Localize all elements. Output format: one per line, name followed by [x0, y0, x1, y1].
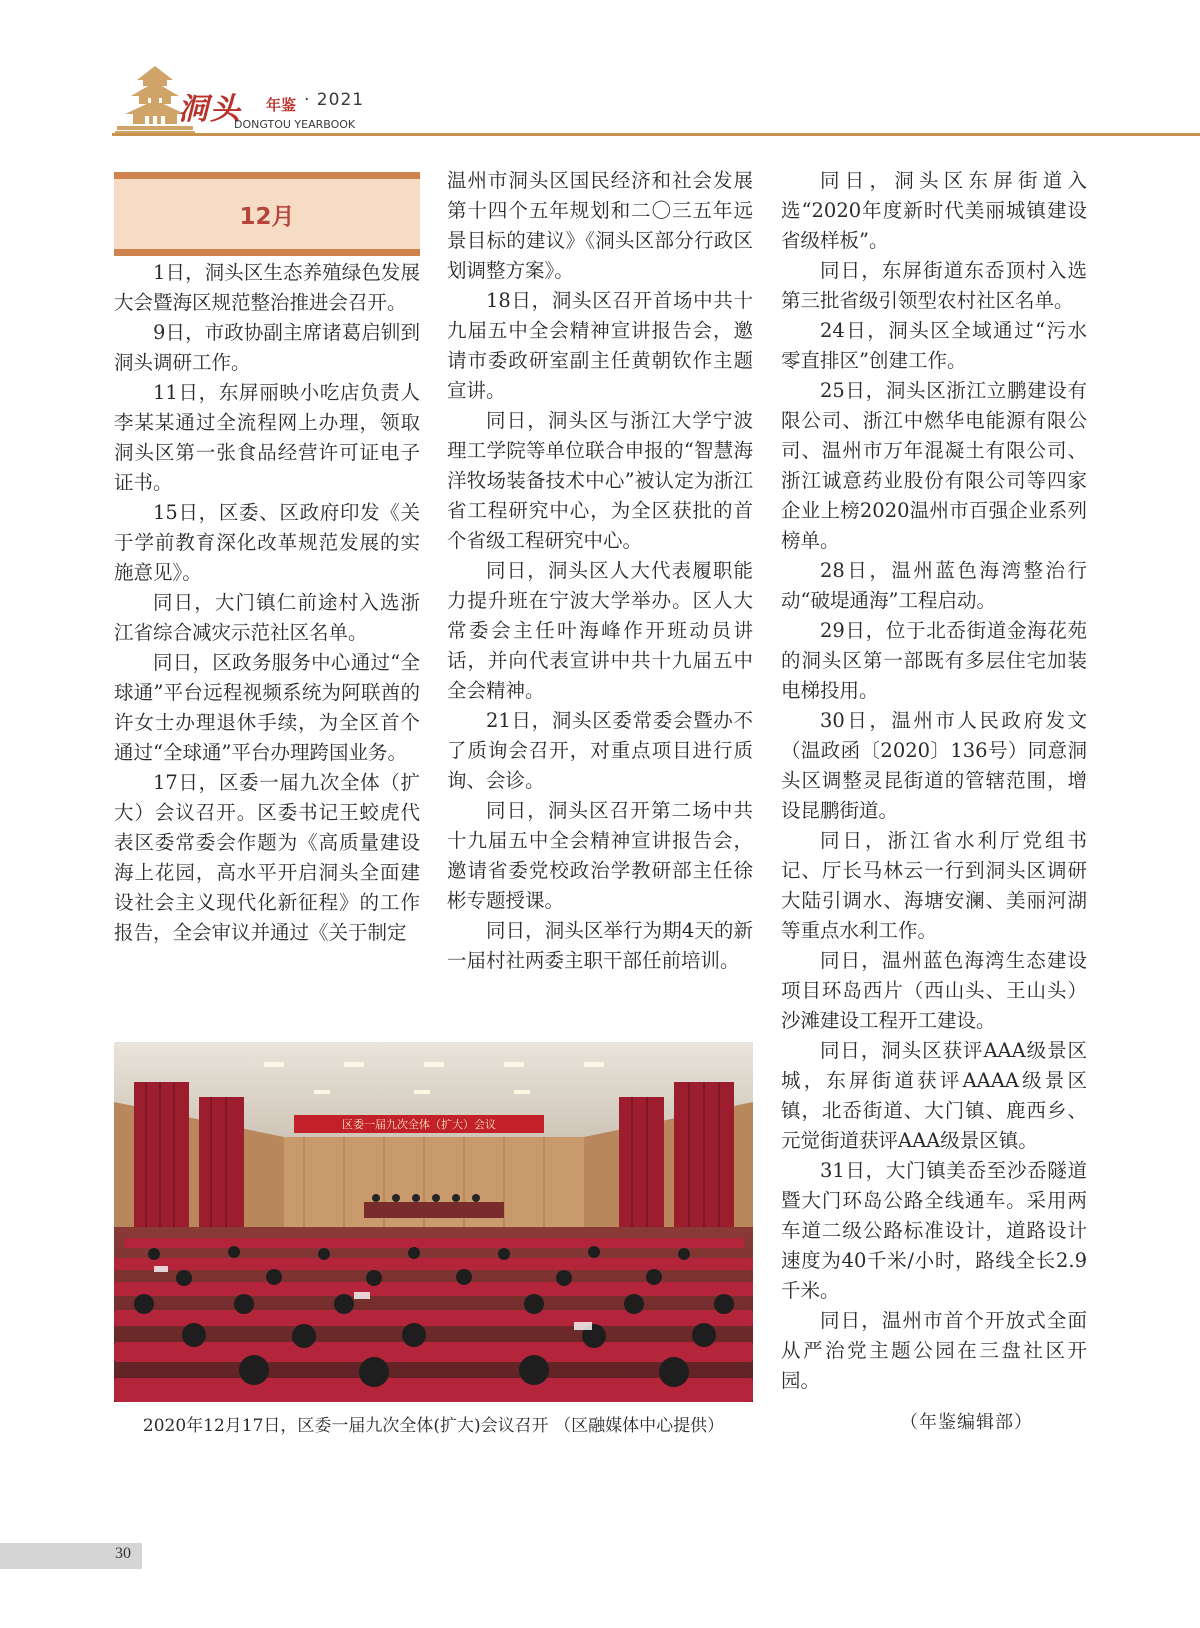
entry-paragraph: 同日，洞头区与浙江大学宁波理工学院等单位联合申报的“智慧海洋牧场装备技术中心”被认定为浙江省工程研究中心，为全区获批的首个省级工程研究中心。 — [447, 409, 753, 552]
entry-paragraph: 同日，洞头区召开第二场中共十九届五中全会精神宣讲报告会，邀请省委党校政治学教研部主任徐彬专题授课。 — [447, 799, 753, 912]
entry-paragraph: 同日，温州市首个开放式全面从严治党主题公园在三盘社区开园。 — [781, 1309, 1087, 1392]
brand-name: 洞头 — [178, 92, 242, 127]
month-heading-box — [114, 172, 420, 256]
entry-paragraph: 18日，洞头区召开首场中共十九届五中全会精神宣讲报告会，邀请市委政研室副主任黄朝钦作主题宣讲。 — [447, 289, 753, 402]
month-title: 12月 — [239, 203, 295, 230]
page-number: 30 — [115, 1545, 131, 1562]
entry-paragraph: 15日，区委、区政府印发《关于学前教育深化改革规范发展的实施意见》。 — [114, 501, 420, 584]
entry-paragraph: 25日，洞头区浙江立鹏建设有限公司、浙江中燃华电能源有限公司、温州市万年混凝土有限公司、浙江诚意药业股份有限公司等四家企业上榜2020温州市百强企业系列榜单。 — [781, 379, 1087, 552]
brand-subtitle: 年鉴 — [266, 96, 297, 114]
entry-paragraph: 1日，洞头区生态养殖绿色发展大会暨海区规范整治推进会召开。 — [114, 261, 420, 314]
entry-paragraph: 29日，位于北岙街道金海花苑的洞头区第一部既有多层住宅加装电梯投用。 — [781, 619, 1087, 702]
entry-paragraph: 同日，浙江省水利厅党组书记、厅长马林云一行到洞头区调研大陆引调水、海塘安澜、美丽河湖等重点水利工作。 — [781, 829, 1087, 942]
meeting-photo — [114, 1042, 753, 1402]
entry-paragraph: 同日，洞头区举行为期4天的新一届村社两委主职干部任前培训。 — [447, 919, 753, 972]
text-column-3 — [781, 166, 1087, 1396]
entry-paragraph: 同日，洞头区获评AAA级景区城，东屏街道获评AAAA级景区镇，北岙街道、大门镇、鹿西乡、元觉街道获评AAA级景区镇。 — [781, 1039, 1087, 1152]
entry-paragraph: 24日，洞头区全域通过“污水零直排区”创建工作。 — [781, 319, 1087, 372]
entry-paragraph: 28日，温州蓝色海湾整治行动“破堤通海”工程启动。 — [781, 559, 1087, 612]
page-header — [0, 0, 1200, 140]
entry-paragraph: 30日，温州市人民政府发文（温政函〔2020〕136号）同意洞头区调整灵昆街道的管辖范围，增设昆鹏街道。 — [781, 709, 1087, 822]
brand-year: · 2021 — [304, 90, 365, 110]
entry-paragraph: 同日，大门镇仁前途村入选浙江省综合减灾示范社区名单。 — [114, 591, 420, 644]
entry-paragraph: 同日，东屏街道东岙顶村入选第三批省级引领型农村社区名单。 — [781, 259, 1087, 312]
entry-paragraph: 同日，洞头区人大代表履职能力提升班在宁波大学举办。区人大常委会主任叶海峰作开班动员讲话，并向代表宣讲中共十九届五中全会精神。 — [447, 559, 753, 702]
text-column-2 — [447, 166, 753, 976]
banner-text: 区委一届九次全体（扩大）会议 — [342, 1118, 496, 1131]
entry-paragraph: 11日，东屏丽映小吃店负责人李某某通过全流程网上办理，领取洞头区第一张食品经营许可证电子证书。 — [114, 381, 420, 494]
brand-english: DONGTOU YEARBOOK — [234, 118, 356, 131]
entry-paragraph-continued: 温州市洞头区国民经济和社会发展第十四个五年规划和二〇三五年远景目标的建议》《洞头区部分行政区划调整方案》。 — [447, 169, 753, 282]
entry-paragraph: 31日，大门镇美岙至沙岙隧道暨大门环岛公路全线通车。采用两车道二级公路标准设计，道路设计速度为40千米/小时，路线全长2.9千米。 — [781, 1159, 1087, 1302]
editor-signature: （年鉴编辑部） — [900, 1412, 1033, 1433]
entry-paragraph: 同日，洞头区东屏街道入选“2020年度新时代美丽城镇建设省级样板”。 — [781, 169, 1087, 252]
entry-paragraph: 同日，温州蓝色海湾生态建设项目环岛西片（西山头、王山头）沙滩建设工程开工建设。 — [781, 949, 1087, 1032]
photo-caption: 2020年12月17日，区委一届九次全体(扩大)会议召开 （区融媒体中心提供） — [142, 1416, 725, 1436]
meeting-hall-illustration — [114, 1042, 753, 1402]
entry-paragraph: 9日，市政协副主席诸葛启钏到洞头调研工作。 — [114, 321, 420, 374]
entry-paragraph: 17日，区委一届九次全体（扩大）会议召开。区委书记王蛟虎代表区委常委会作题为《高质量建设海上花园，高水平开启洞头全面建设社会主义现代化新征程》的工作报告，全会审议并通过《关于制定 — [114, 771, 420, 944]
header-divider — [112, 133, 1200, 136]
entry-paragraph: 同日，区政务服务中心通过“全球通”平台远程视频系统为阿联酋的许女士办理退休手续，为全区首个通过“全球通”平台办理跨国业务。 — [114, 651, 420, 764]
text-column-1 — [114, 258, 420, 948]
entry-paragraph: 21日，洞头区委常委会暨办不了质询会召开，对重点项目进行质询、会诊。 — [447, 709, 753, 792]
